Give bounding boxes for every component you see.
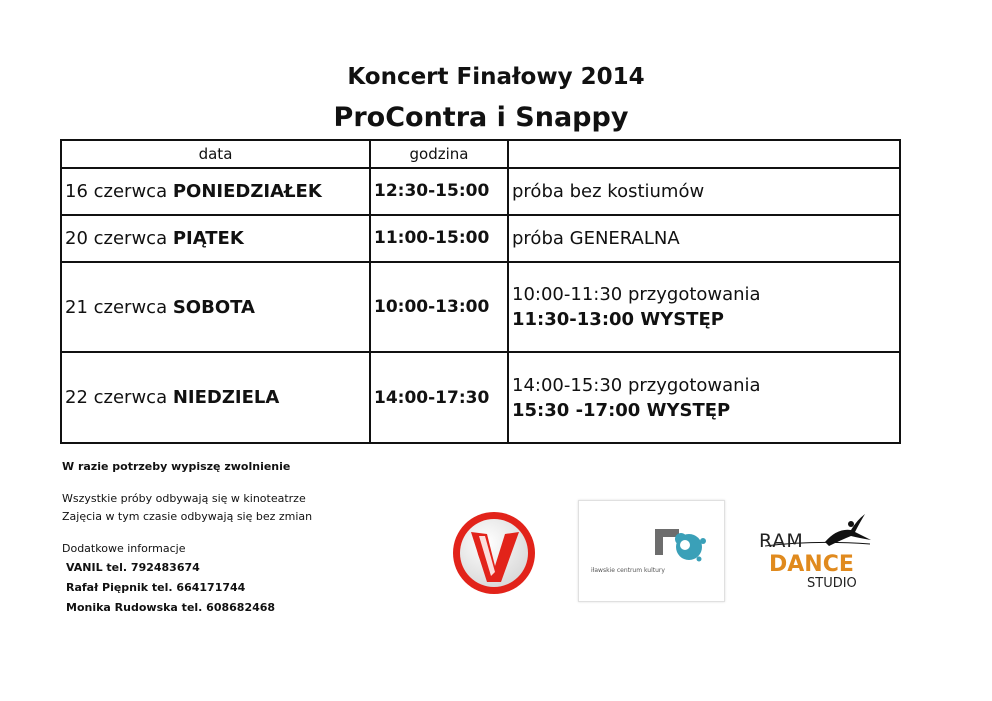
activity-cell [508,352,900,443]
date-cell [61,168,370,215]
header-time: godzina [370,140,508,168]
page-subtitle: ProContra i Snappy [333,102,629,133]
time-cell: 12:30-15:00 [370,168,508,215]
note-location: Wszystkie próby odbywają się w kinoteatrze [62,492,306,505]
notes-section [62,458,312,618]
table-row [61,262,900,353]
date-text: 22 czerwca [65,387,168,409]
studio-text: STUDIO [807,576,857,591]
time-cell: 11:00-15:00 [370,215,508,262]
ick-logo-icon [578,500,725,602]
day-text: NIEDZIELA [172,387,280,409]
activity-cell [508,168,900,215]
table-row [61,215,900,262]
date-cell [61,352,370,443]
date-text: 20 czerwca [65,227,168,249]
time-cell: 10:00-13:00 [370,262,508,353]
note-classes: Zajęcia w tym czasie odbywają się bez zmian [62,510,313,523]
activity-text: próba GENERALNA [512,227,680,249]
page-title: Koncert Finałowy 2014 [347,64,645,90]
date-text: 21 czerwca [65,296,168,318]
schedule-table [60,139,901,444]
dancer-silhouette-icon [825,514,871,546]
header-date: data [61,140,370,168]
activity-text: 10:00-11:30 przygotowania [512,284,761,306]
day-text: SOBOTA [172,296,255,318]
info-label: Dodatkowe informacje [62,542,186,555]
ram-dance-studio-logo [755,510,875,595]
table-row [61,168,900,215]
activity-bold-text: 15:30 -17:00 WYSTĘP [512,399,731,421]
activity-bold-text: 11:30-13:00 WYSTĘP [512,309,724,331]
activity-cell [508,215,900,262]
date-cell [61,215,370,262]
ram-text: RAM [759,530,804,552]
day-text: PIĄTEK [172,227,244,249]
contact-rudowska: Monika Rudowska tel. 608682468 [66,601,276,614]
vanil-logo-icon [451,510,537,596]
date-text: 16 czerwca [65,180,168,202]
contact-vanil: VANIL tel. 792483674 [66,561,200,574]
dance-text: DANCE [769,552,854,577]
header-activity [508,140,900,168]
date-cell [61,262,370,353]
contact-piepnik: Rafał Piępnik tel. 664171744 [66,581,246,594]
activity-cell [508,262,900,353]
table-header-row [61,140,900,168]
table-row [61,352,900,443]
activity-text: próba bez kostiumów [512,180,705,202]
time-cell: 14:00-17:30 [370,352,508,443]
day-text: PONIEDZIAŁEK [172,180,322,202]
activity-text: 14:00-15:30 przygotowania [512,374,761,396]
release-note: W razie potrzeby wypiszę zwolnienie [62,460,291,473]
ick-logo-text: iławskie centrum kultury [591,567,665,574]
